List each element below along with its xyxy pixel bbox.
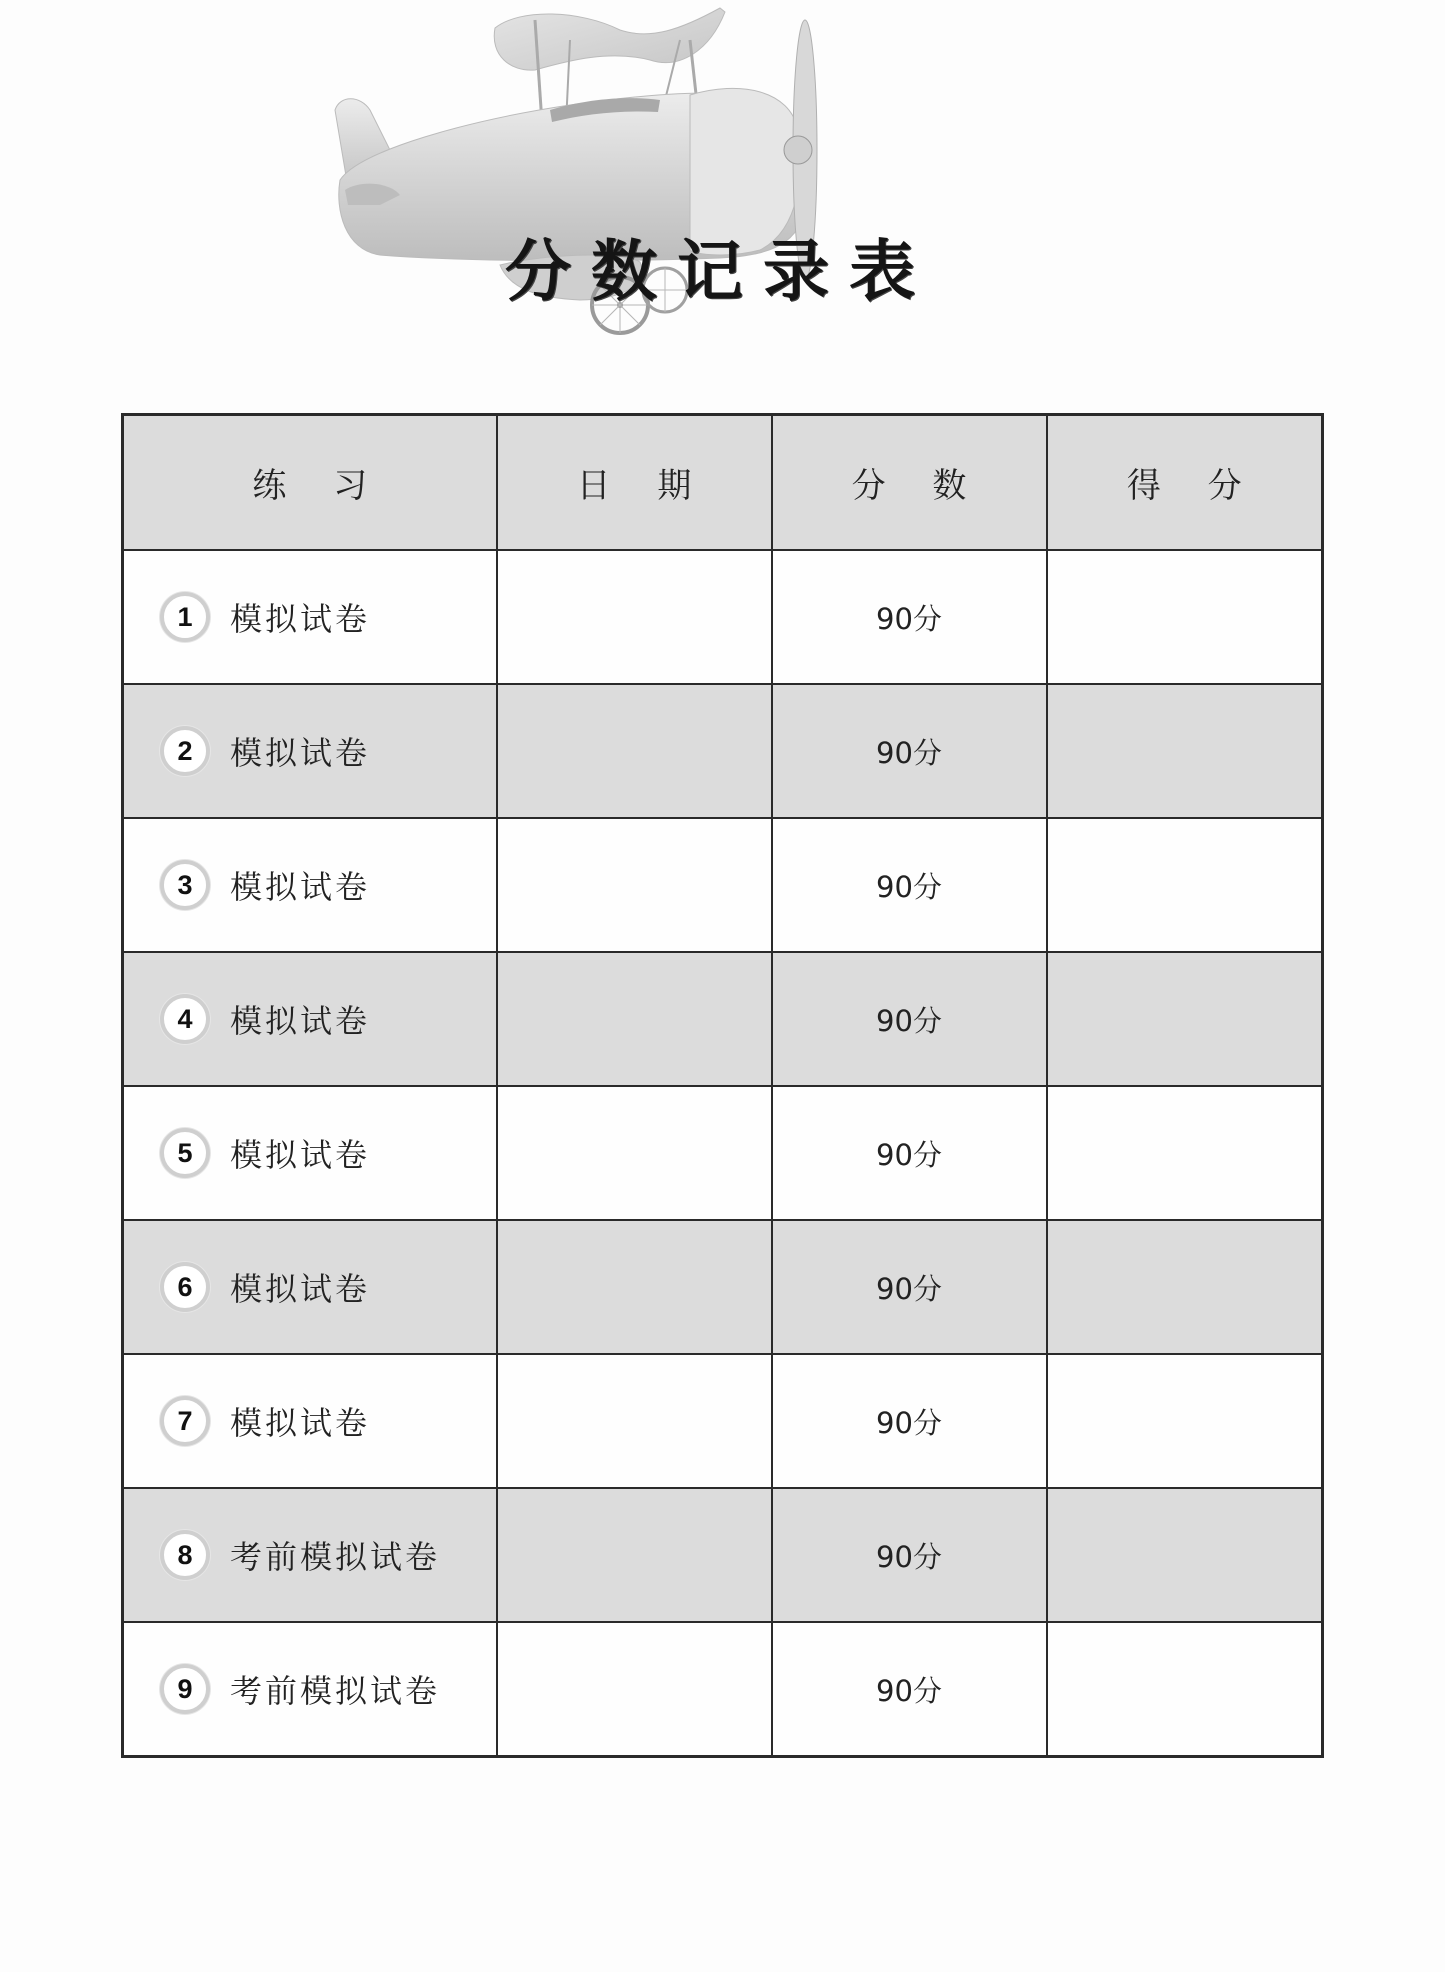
table-row [123,1354,1323,1488]
obtained-score-cell[interactable] [1047,1622,1323,1757]
obtained-score-cell[interactable] [1047,952,1323,1086]
full-score-cell: 90分 [772,550,1047,684]
full-score-cell: 90分 [772,1086,1047,1220]
circled-number-badge: 9 [160,1664,210,1714]
exercise-cell [123,1354,497,1488]
header-exercise [123,415,497,551]
obtained-score-cell[interactable] [1047,550,1323,684]
exercise-cell [123,1488,497,1622]
exercise-cell [123,1220,497,1354]
table-header-row [123,415,1323,551]
header-label: 练 习 [252,466,386,506]
exercise-name: 模拟试卷 [230,600,371,638]
table-row [123,818,1323,952]
table-row [123,1622,1323,1757]
full-score-cell: 90分 [772,684,1047,818]
table-row [123,684,1323,818]
date-cell[interactable] [497,1086,772,1220]
full-score-cell: 90分 [772,818,1047,952]
exercise-name: 考前模拟试卷 [230,1538,441,1576]
table-row [123,550,1323,684]
exercise-name: 模拟试卷 [230,1002,371,1040]
page-title: 分数记录表 [505,233,935,310]
date-cell[interactable] [497,550,772,684]
header-label: 日 期 [576,466,710,506]
circled-number-badge: 2 [160,726,210,776]
exercise-cell [123,1086,497,1220]
obtained-score-cell[interactable] [1047,1354,1323,1488]
circled-number-badge: 5 [160,1128,210,1178]
full-score-cell: 90分 [772,1488,1047,1622]
full-score-cell: 90分 [772,1622,1047,1757]
date-cell[interactable] [497,1354,772,1488]
obtained-score-cell[interactable] [1047,818,1323,952]
obtained-score-cell[interactable] [1047,1086,1323,1220]
title-banner [0,0,1445,360]
circled-number-badge: 4 [160,994,210,1044]
full-score-cell: 90分 [772,1220,1047,1354]
score-record-table [121,413,1324,1758]
exercise-cell [123,1622,497,1757]
date-cell[interactable] [497,1220,772,1354]
exercise-name: 模拟试卷 [230,1270,371,1308]
table-row [123,952,1323,1086]
date-cell[interactable] [497,952,772,1086]
full-score-cell: 90分 [772,1354,1047,1488]
obtained-score-cell[interactable] [1047,684,1323,818]
exercise-cell [123,684,497,818]
exercise-cell [123,952,497,1086]
header-date [497,415,772,551]
exercise-name: 模拟试卷 [230,1136,371,1174]
circled-number-badge: 6 [160,1262,210,1312]
obtained-score-cell[interactable] [1047,1488,1323,1622]
full-score-cell: 90分 [772,952,1047,1086]
circled-number-badge: 8 [160,1530,210,1580]
exercise-name: 考前模拟试卷 [230,1672,441,1710]
exercise-cell [123,818,497,952]
header-label: 得 分 [1126,466,1260,506]
header-full-score [772,415,1047,551]
table-row [123,1220,1323,1354]
header-label: 分 数 [851,466,985,506]
date-cell[interactable] [497,1622,772,1757]
circled-number-badge: 1 [160,592,210,642]
table-row [123,1488,1323,1622]
date-cell[interactable] [497,818,772,952]
exercise-cell [123,550,497,684]
circled-number-badge: 7 [160,1396,210,1446]
circled-number-badge: 3 [160,860,210,910]
exercise-name: 模拟试卷 [230,868,371,906]
obtained-score-cell[interactable] [1047,1220,1323,1354]
header-obtained-score [1047,415,1323,551]
exercise-name: 模拟试卷 [230,734,371,772]
date-cell[interactable] [497,684,772,818]
table-row [123,1086,1323,1220]
exercise-name: 模拟试卷 [230,1404,371,1442]
date-cell[interactable] [497,1488,772,1622]
